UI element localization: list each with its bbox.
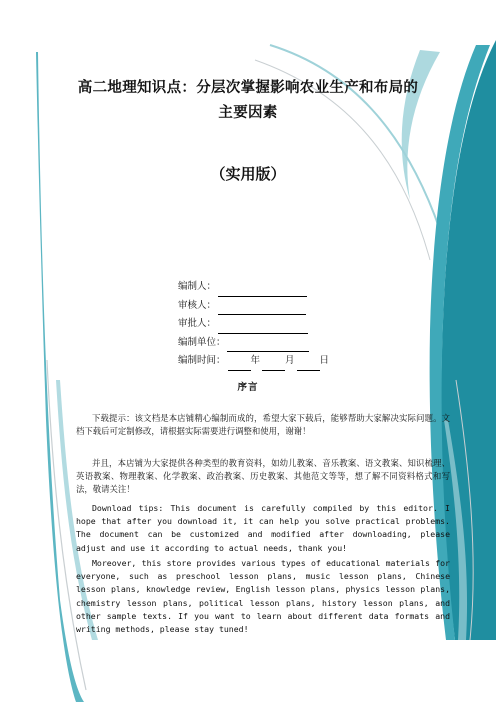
- unit-blank-line: [227, 340, 309, 352]
- time-label: 编制时间：: [178, 355, 226, 366]
- day-label: 日: [319, 355, 330, 366]
- resources-paragraph-en: Moreover, this store provides various types of educational materials for everyone, such as preschool lesson plans, music lesson plans, Chinese lesson plans, knowledge review, English lesson plans, physics lesson plans, chemistry lesson plans, political lesson plans, history lesson plans, and other sample texts. If you want to learn about different data formats and writing methods, please stay tuned!: [76, 558, 450, 635]
- metadata-fields: [178, 278, 329, 371]
- download-tip-paragraph-en: Download tips: This document is carefully compiled by this editor. I hope that after you download it, it can help you solve practical problems. The document can be customized and modified after downloading, please adjust and use it according to actual needs, thank you!: [76, 503, 450, 553]
- document-title-line-2: 主要因素: [218, 104, 278, 121]
- reviewer-field: [178, 297, 329, 316]
- year-label: 年: [250, 355, 261, 366]
- preface-heading: 序言: [237, 382, 259, 393]
- year-blank-line: [228, 359, 251, 371]
- day-blank-line: [297, 359, 320, 371]
- download-tip-paragraph-cn: 下载提示：该文档是本店铺精心编制而成的，希望大家下载后，能够帮助大家解决实际问题。文档下载后可定制修改，请根据实际需要进行调整和使用，谢谢！: [76, 413, 450, 436]
- compiler-label: 编制人：: [178, 281, 217, 292]
- document-subtitle: （实用版）: [210, 165, 286, 183]
- compiler-blank-line: [218, 285, 307, 297]
- approver-label: 审批人：: [178, 318, 217, 329]
- reviewer-blank-line: [218, 303, 306, 315]
- approver-blank-line: [218, 322, 308, 334]
- approver-field: [178, 315, 329, 334]
- unit-field: [178, 334, 329, 353]
- month-label: 月: [285, 355, 295, 366]
- unit-label: 编制单位：: [178, 336, 226, 348]
- document-title-line-1: 高二地理知识点：分层次掌握影响农业生产和布局的: [77, 79, 419, 96]
- reviewer-label: 审核人：: [178, 299, 217, 311]
- resources-paragraph-cn: 并且，本店铺为大家提供各种类型的教育资料，如幼儿教案、音乐教案、语文教案、知识梳理、英语教案、物理教案、化学教案、政治教案、历史教案、其他范文等等，想了解不同资料格式和写法，敬请关注！: [76, 458, 450, 494]
- compiler-field: [178, 278, 329, 297]
- month-blank-line: [262, 359, 285, 371]
- time-field: [178, 352, 329, 371]
